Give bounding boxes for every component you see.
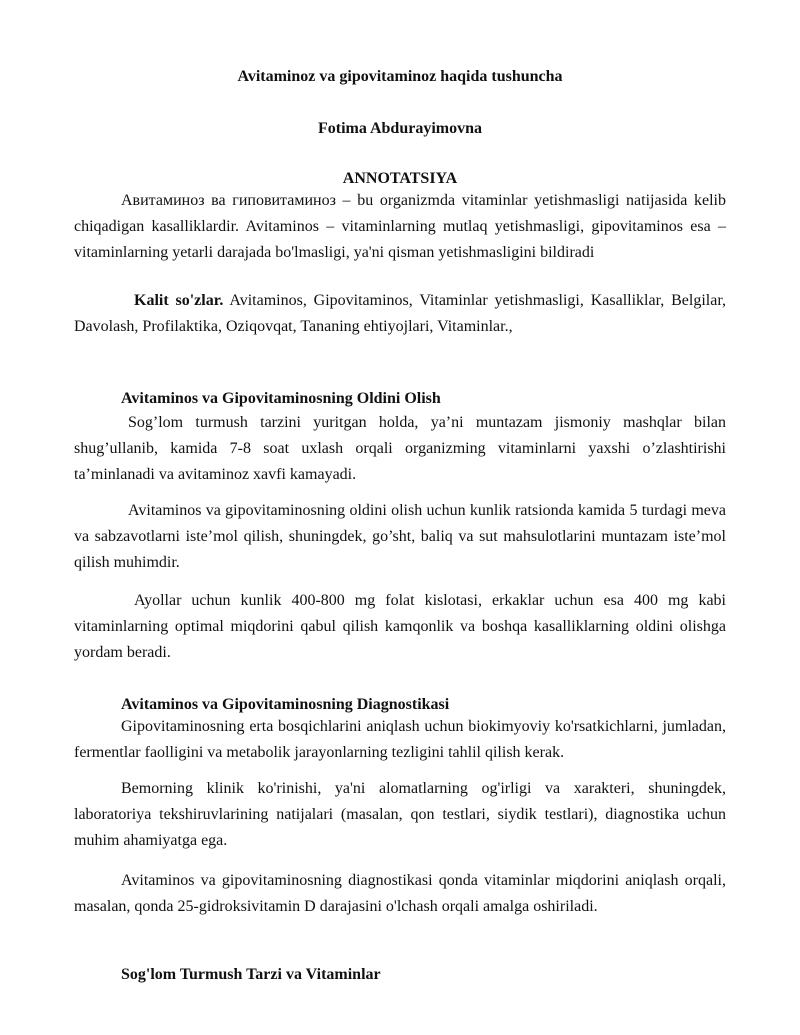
author-name: Fotima Abdurayimovna [317,120,482,137]
diagnostics-paragraph-3: Avitaminos va gipovitaminosning diagnostikasi qonda vitaminlar miqdorini aniqlash orqali, masalan, qonda 25-gidroksivitamin D darajasini o'lchash orqali amalga oshiriladi. [74,872,726,915]
section-heading-prevention: Avitaminos va Gipovitaminosning Oldini Olish [121,390,441,407]
paragraph [74,714,726,766]
paragraph [74,776,726,854]
prevention-paragraph-3: Ayollar uchun kunlik 400-800 mg folat kislotasi, erkaklar uchun esa 400 mg kabi vitaminlarning optimal miqdorini qabul qilish kamqonlik va boshqa kasalliklarning oldini olishga yordam beradi. [74,592,726,661]
section-heading-lifestyle: Sog'lom Turmush Tarzi va Vitaminlar [121,966,381,983]
annotation-text: Авитаминоз ва гиповитаминоз – bu organizmda vitaminlar yetishmasligi natijasida kelib chiqadigan kasalliklardir. Avitaminos – vitaminlarning mutlaq yetishmasligi, gipovitaminos esa – vitaminlarning yetarli darajada bo'lmasligi, ya'ni qisman yetishmasligini bildiradi [74,192,726,261]
paragraph [74,588,726,666]
keywords-paragraph [74,288,726,340]
prevention-paragraph-2: Avitaminos va gipovitaminosning oldini olish uchun kunlik ratsionda kamida 5 turdagi meva va sabzavotlarni iste’mol qilish, shuningdek, go’sht, baliq va sut mahsulotlarini muntazam iste’mol qilish muhimdir. [74,502,726,571]
diagnostics-paragraph-2: Bemorning klinik ko'rinishi, ya'ni alomatlarning og'irligi va xarakteri, shuningdek, laboratoriya tekshiruvlarining natijalari (masalan, qon testlari, siydik testlari), diagnostika uchun muhim ahamiyatga ega. [74,780,726,849]
diagnostics-paragraph-1: Gipovitaminosning erta bosqichlarini aniqlash uchun biokimyoviy ko'rsatkichlarni, jumladan, fermentlar faolligini va metabolik jarayonlarning tezligini tahlil qilish kerak. [74,718,726,761]
prevention-paragraph-1: Sog’lom turmush tarzini yuritgan holda, ya’ni muntazam jismoniy mashqlar bilan shug’ullanib, kamida 7-8 soat uxlash orqali organizming vitaminlarni yaxshi o’zlashtirishi ta’minlanadi va avitaminoz xavfi kamayadi. [74,414,726,483]
document-title: Avitaminoz va gipovitaminoz haqida tushuncha [237,68,563,85]
section-heading-diagnostics: Avitaminos va Gipovitaminosning Diagnostikasi [121,696,450,713]
annotation-paragraph [74,188,726,266]
keywords-line [74,288,726,340]
keywords-text: Avitaminos, Gipovitaminos, Vitaminlar yetishmasligi, Kasalliklar, Belgilar, Davolash, Profilaktika, Oziqovqat, Tananing ehtiyojlari, Vitaminlar., [74,292,727,335]
annotation-heading: ANNOTATSIYA [342,170,458,187]
keywords-label: Kalit so'zlar. [134,292,224,309]
paragraph [74,868,726,920]
paragraph [74,410,726,488]
paragraph [74,498,726,576]
